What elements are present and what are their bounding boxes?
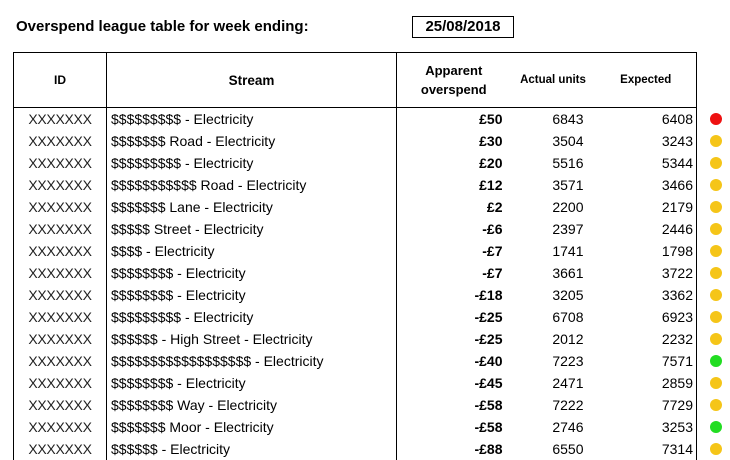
row-actual-units-cell: 5516 (511, 152, 596, 174)
row-overspend-cell: -£7 (397, 262, 511, 284)
table-row (14, 438, 697, 460)
row-overspend-cell: -£40 (397, 350, 511, 372)
row-id-cell: XXXXXXX (14, 130, 107, 152)
row-id-cell: XXXXXXX (14, 438, 107, 460)
status-dot-amber (710, 267, 722, 279)
row-stream-cell: $$$$$$$$$$$ Road - Electricity (107, 174, 397, 196)
row-expected-cell: 6923 (596, 306, 697, 328)
row-stream-cell: $$$$$$$$ - Electricity (107, 262, 397, 284)
status-dot-amber (710, 157, 722, 169)
row-actual-units-cell: 3661 (511, 262, 596, 284)
row-overspend-cell: £50 (397, 108, 511, 131)
status-dot-amber (710, 179, 722, 191)
table-row (14, 394, 697, 416)
row-actual-units-cell: 6708 (511, 306, 596, 328)
row-id-cell: XXXXXXX (14, 152, 107, 174)
row-overspend-cell: -£25 (397, 306, 511, 328)
week-ending-date: 25/08/2018 (412, 16, 514, 38)
row-stream-cell: $$$$$$$$$ - Electricity (107, 152, 397, 174)
row-actual-units-cell: 3504 (511, 130, 596, 152)
row-expected-cell: 3362 (596, 284, 697, 306)
row-id-cell: XXXXXXX (14, 350, 107, 372)
row-id-cell: XXXXXXX (14, 372, 107, 394)
league-table (13, 52, 697, 460)
row-stream-cell: $$$$$$$ Lane - Electricity (107, 196, 397, 218)
row-id-cell: XXXXXXX (14, 306, 107, 328)
table-row (14, 284, 697, 306)
row-expected-cell: 7571 (596, 350, 697, 372)
row-overspend-cell: -£58 (397, 416, 511, 438)
table-row (14, 372, 697, 394)
status-dot-amber (710, 333, 722, 345)
row-id-cell: XXXXXXX (14, 394, 107, 416)
row-expected-cell: 1798 (596, 240, 697, 262)
row-stream-cell: $$$$$$$$$$$$$$$$$$ - Electricity (107, 350, 397, 372)
col-header-id: ID (14, 53, 107, 108)
row-actual-units-cell: 2012 (511, 328, 596, 350)
row-stream-cell: $$$$$$ - High Street - Electricity (107, 328, 397, 350)
row-expected-cell: 6408 (596, 108, 697, 131)
row-stream-cell: $$$$$$ - Electricity (107, 438, 397, 460)
row-expected-cell: 3722 (596, 262, 697, 284)
row-expected-cell: 2179 (596, 196, 697, 218)
table-row (14, 262, 697, 284)
row-overspend-cell: -£6 (397, 218, 511, 240)
row-overspend-cell: -£45 (397, 372, 511, 394)
row-actual-units-cell: 3205 (511, 284, 596, 306)
row-overspend-cell: -£18 (397, 284, 511, 306)
row-id-cell: XXXXXXX (14, 262, 107, 284)
row-actual-units-cell: 2200 (511, 196, 596, 218)
row-actual-units-cell: 2471 (511, 372, 596, 394)
row-stream-cell: $$$$$$$$ - Electricity (107, 372, 397, 394)
status-dot-amber (710, 223, 722, 235)
row-id-cell: XXXXXXX (14, 196, 107, 218)
status-dot-amber (710, 311, 722, 323)
table-row (14, 218, 697, 240)
row-id-cell: XXXXXXX (14, 284, 107, 306)
table-row (14, 350, 697, 372)
row-stream-cell: $$$$$$$ Moor - Electricity (107, 416, 397, 438)
row-overspend-cell: £2 (397, 196, 511, 218)
row-overspend-cell: £12 (397, 174, 511, 196)
row-expected-cell: 5344 (596, 152, 697, 174)
status-dot-amber (710, 377, 722, 389)
row-expected-cell: 2859 (596, 372, 697, 394)
row-stream-cell: $$$$$$$$$ - Electricity (107, 306, 397, 328)
table-row (14, 108, 697, 131)
row-actual-units-cell: 6550 (511, 438, 596, 460)
row-expected-cell: 2232 (596, 328, 697, 350)
status-dot-green (710, 355, 722, 367)
status-dot-red (710, 113, 722, 125)
status-dot-amber (710, 201, 722, 213)
row-overspend-cell: -£25 (397, 328, 511, 350)
table-row (14, 306, 697, 328)
status-dot-green (710, 421, 722, 433)
row-id-cell: XXXXXXX (14, 240, 107, 262)
row-overspend-cell: £30 (397, 130, 511, 152)
row-stream-cell: $$$$ - Electricity (107, 240, 397, 262)
row-id-cell: XXXXXXX (14, 174, 107, 196)
row-actual-units-cell: 7222 (511, 394, 596, 416)
status-dot-amber (710, 135, 722, 147)
status-dot-amber (710, 443, 722, 455)
row-actual-units-cell: 2397 (511, 218, 596, 240)
row-expected-cell: 7314 (596, 438, 697, 460)
row-expected-cell: 2446 (596, 218, 697, 240)
row-actual-units-cell: 7223 (511, 350, 596, 372)
status-dot-amber (710, 289, 722, 301)
row-id-cell: XXXXXXX (14, 328, 107, 350)
row-expected-cell: 3466 (596, 174, 697, 196)
row-overspend-cell: -£58 (397, 394, 511, 416)
row-id-cell: XXXXXXX (14, 416, 107, 438)
row-stream-cell: $$$$$$$$ - Electricity (107, 284, 397, 306)
row-actual-units-cell: 2746 (511, 416, 596, 438)
row-overspend-cell: £20 (397, 152, 511, 174)
page-title: Overspend league table for week ending: (16, 18, 309, 35)
row-overspend-cell: -£88 (397, 438, 511, 460)
row-stream-cell: $$$$$$$$$ - Electricity (107, 108, 397, 131)
status-dot-amber (710, 399, 722, 411)
row-id-cell: XXXXXXX (14, 218, 107, 240)
row-actual-units-cell: 3571 (511, 174, 596, 196)
table-row (14, 152, 697, 174)
row-stream-cell: $$$$$ Street - Electricity (107, 218, 397, 240)
table-row (14, 174, 697, 196)
row-expected-cell: 7729 (596, 394, 697, 416)
row-expected-cell: 3253 (596, 416, 697, 438)
col-header-actual-units: Actual units (511, 53, 596, 108)
status-dot-amber (710, 245, 722, 257)
col-header-stream: Stream (107, 53, 397, 108)
row-actual-units-cell: 1741 (511, 240, 596, 262)
table-row (14, 130, 697, 152)
row-overspend-cell: -£7 (397, 240, 511, 262)
table-row (14, 328, 697, 350)
col-header-overspend: Apparent overspend (397, 53, 511, 108)
table-body (14, 108, 697, 460)
row-actual-units-cell: 6843 (511, 108, 596, 131)
row-expected-cell: 3243 (596, 130, 697, 152)
row-stream-cell: $$$$$$$$ Way - Electricity (107, 394, 397, 416)
table-row (14, 196, 697, 218)
row-id-cell: XXXXXXX (14, 108, 107, 131)
table-row (14, 240, 697, 262)
row-stream-cell: $$$$$$$ Road - Electricity (107, 130, 397, 152)
col-header-expected: Expected (596, 53, 697, 108)
table-row (14, 416, 697, 438)
header-row (14, 53, 697, 108)
